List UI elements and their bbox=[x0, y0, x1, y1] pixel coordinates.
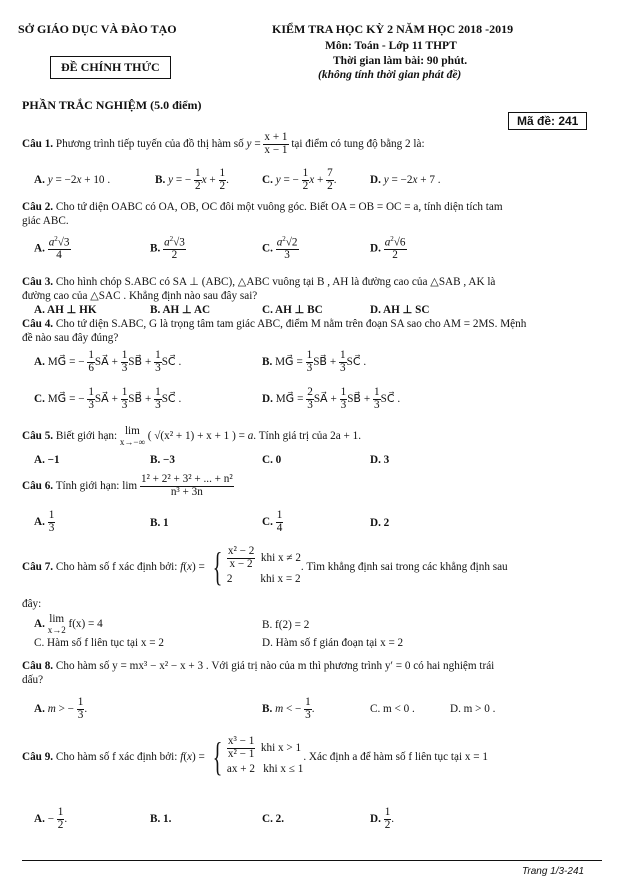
exam-title: KIỂM TRA HỌC KỲ 2 NĂM HỌC 2018 -2019 bbox=[272, 22, 514, 36]
page-number: Trang 1/3-241 bbox=[522, 866, 585, 877]
q3-option-d[interactable]: D. AH ⊥ SC bbox=[370, 304, 430, 316]
q1-option-c[interactable]: C. y = − $\frac{1}{2}$ x + $\frac{7}{2}$ . bbox=[262, 167, 337, 192]
option-letter: D. bbox=[262, 392, 273, 405]
q2-option-d[interactable]: D. $\frac{a^2√6}{2}$ bbox=[370, 235, 406, 262]
section-title: PHẦN TRẮC NGHIỆM (5.0 điểm) bbox=[22, 98, 202, 112]
q2-option-c[interactable]: C. $\frac{a^2√2}{3}$ bbox=[262, 235, 298, 262]
question-text: Cho hàm số f xác định bởi: bbox=[55, 560, 178, 573]
question-7: Câu 7. Cho hàm số f xác định bởi: f(x) = { $\frac{\text{x² − 2}}{x - 2}$ khi x ≠ 2 2 khi x = 2. Tìm khẳng định sai trong các khẳng định sau bbox=[22, 544, 508, 590]
q8-option-b[interactable]: B. m < − $\frac{1}{3}$ . bbox=[262, 696, 315, 721]
q9-option-c[interactable]: C. 2. bbox=[262, 813, 285, 825]
footer-divider bbox=[22, 860, 602, 861]
q5-option-d[interactable]: D. 3 bbox=[370, 454, 390, 466]
question-8-cont: dấu? bbox=[22, 674, 44, 686]
q4-option-a[interactable]: A. MG⃗ = − $\frac{1}{6}$ SA⃗ + $\frac{1}{3}$ SB⃗ + $\frac{1}{3}$ SC⃗ . bbox=[34, 349, 182, 374]
option-letter: D. bbox=[370, 812, 381, 825]
question-3 bbox=[22, 275, 495, 288]
option-letter: B. bbox=[262, 702, 273, 715]
q9-option-a[interactable]: A. − $\frac{1}{2}$ . bbox=[34, 806, 68, 831]
option-letter: A. bbox=[34, 702, 45, 715]
option-letter: D. bbox=[370, 242, 381, 255]
question-text: . Xác định a để hàm số f liên tục tại x = 1 bbox=[303, 750, 488, 763]
question-label: Câu 7. bbox=[22, 560, 54, 573]
question-label: Câu 2. bbox=[22, 201, 54, 213]
question-label: Câu 6. bbox=[22, 479, 54, 492]
question-text: . Tìm khẳng định sai trong các khẳng định sau bbox=[300, 560, 508, 573]
question-1: Câu 1. Phương trình tiếp tuyến của đồ thị hàm số y = $\frac{x + 1}{x - 1}$ tại điểm có tung độ bằng 2 là: bbox=[22, 131, 425, 156]
q5-option-a[interactable]: A. −1 bbox=[34, 454, 60, 466]
q3-option-b[interactable]: B. AH ⊥ AC bbox=[150, 304, 211, 316]
question-text: Cho hàm số f xác định bởi: bbox=[55, 750, 178, 763]
question-text: tại điểm có tung độ bằng 2 là: bbox=[291, 137, 425, 150]
q4-option-c[interactable]: C. MG⃗ = − $\frac{1}{3}$ SA⃗ + $\frac{1}{3}$ SB⃗ + $\frac{1}{3}$ SC⃗ . bbox=[34, 386, 182, 411]
q9-option-b[interactable]: B. 1. bbox=[150, 813, 172, 825]
q6-option-c[interactable]: C. $\frac{1}{4}$ bbox=[262, 509, 283, 534]
q1-option-b[interactable]: B. y = − $\frac{1}{2}$ x + $\frac{1}{2}$ . bbox=[155, 167, 229, 192]
question-label: Câu 9. bbox=[22, 750, 54, 763]
option-letter: D. bbox=[370, 174, 381, 186]
q8-option-c[interactable]: C. m < 0 . bbox=[370, 703, 415, 715]
q3-option-a[interactable]: A. AH ⊥ HK bbox=[34, 304, 97, 316]
q1-option-a[interactable]: A. y = −2x + 10 . bbox=[34, 174, 111, 186]
question-text: Biết giới hạn: bbox=[55, 430, 118, 443]
q8-option-d[interactable]: D. m > 0 . bbox=[450, 703, 496, 715]
option-letter: B. bbox=[155, 173, 166, 186]
subject: Môn: Toán - Lớp 11 THPT bbox=[325, 40, 457, 52]
option-letter: C. bbox=[262, 173, 273, 186]
option-letter: A. bbox=[34, 242, 45, 255]
question-label: Câu 5. bbox=[22, 430, 54, 443]
q6-option-b[interactable]: B. 1 bbox=[150, 517, 169, 529]
question-2-cont: giác ABC. bbox=[22, 215, 69, 227]
option-letter: C. bbox=[262, 515, 273, 528]
question-text: Cho hàm số y = mx³ − x² − x + 3 . Với giá trị nào của m thì phương trình y′ = 0 có hai nghiệm trái bbox=[55, 660, 495, 672]
question-text: Tính giới hạn: bbox=[55, 479, 120, 492]
q5-option-b[interactable]: B. −3 bbox=[150, 454, 176, 466]
option-letter: B. bbox=[150, 242, 161, 255]
question-text: Cho tứ diện S.ABC, G là trọng tâm tam giác ABC, điểm M nằm trên đoạn SA sao cho AM = 2MS. Mệnh bbox=[55, 318, 527, 330]
question-6: Câu 6. Tính giới hạn: lim $\frac{\text{1² + 2² + 3² + ... + n²}}{\text{n³ + 3n}}$ bbox=[22, 473, 233, 498]
q2-option-b[interactable]: B. $\frac{a^2√3}{2}$ bbox=[150, 235, 185, 262]
question-label: Câu 3. bbox=[22, 276, 54, 288]
q7-option-d[interactable]: D. Hàm số f gián đoạn tại x = 2 bbox=[262, 637, 404, 649]
official-badge: ĐỀ CHÍNH THỨC bbox=[50, 56, 171, 79]
option-letter: A. bbox=[34, 174, 45, 186]
q1-option-d[interactable]: D. y = −2x + 7 . bbox=[370, 174, 441, 186]
q8-option-a[interactable]: A. m > − $\frac{1}{3}$ . bbox=[34, 696, 88, 721]
q7-option-a[interactable]: A. lim x→2 f(x) = 4 bbox=[34, 613, 103, 635]
time-limit: Thời gian làm bài: 90 phút. bbox=[333, 55, 468, 67]
q6-option-a[interactable]: A. $\frac{1}{3}$ bbox=[34, 509, 55, 534]
question-text: Phương trình tiếp tuyến của đồ thị hàm số bbox=[55, 137, 244, 150]
q2-option-a[interactable]: A. $\frac{a^2√3}{4}$ bbox=[34, 235, 70, 262]
q4-option-d[interactable]: D. MG⃗ = $\frac{2}{3}$ SA⃗ + $\frac{1}{3}$ SB⃗ + $\frac{1}{3}$ SC⃗ . bbox=[262, 386, 401, 411]
time-note: (không tính thời gian phát đề) bbox=[318, 69, 462, 81]
q7-option-b[interactable]: B. f(2) = 2 bbox=[262, 619, 310, 631]
option-letter: A. bbox=[34, 812, 45, 825]
q3-option-c[interactable]: C. AH ⊥ BC bbox=[262, 304, 323, 316]
option-letter: C. bbox=[34, 392, 45, 405]
q4-option-b[interactable]: B. MG⃗ = $\frac{1}{3}$ SB⃗ + $\frac{1}{3}$ SC⃗ . bbox=[262, 349, 367, 374]
question-label: Câu 1. bbox=[22, 137, 54, 150]
question-label: Câu 8. bbox=[22, 660, 54, 672]
option-letter: B. bbox=[262, 355, 273, 368]
question-4 bbox=[22, 318, 526, 330]
question-5: Câu 5. Biết giới hạn: lim x→−∞ ( √(x² + 1) + x + 1 ) = a. Tính giá trị của 2a + 1. bbox=[22, 425, 361, 447]
question-2 bbox=[22, 201, 503, 213]
option-letter: A. bbox=[34, 355, 45, 368]
q9-option-d[interactable]: D. $\frac{1}{2}$ . bbox=[370, 806, 395, 831]
department: SỞ GIÁO DỤC VÀ ĐÀO TẠO bbox=[18, 22, 177, 36]
question-4-cont: đề nào sau đây đúng? bbox=[22, 332, 119, 344]
question-3-cont: đường cao của △SAC . Khẳng định nào sau đây sai? bbox=[22, 290, 258, 302]
q7-option-c[interactable]: C. Hàm số f liên tục tại x = 2 bbox=[34, 637, 164, 649]
option-letter: A. bbox=[34, 618, 45, 631]
question-9: Câu 9. Cho hàm số f xác định bởi: f(x) = { $\frac{\text{x³ − 1}}{\text{x² − 1}}$ khi x > 1 ax + 2 khi x ≤ 1. Xác định a để hàm số f liên tục tại x = 1 bbox=[22, 734, 488, 780]
q5-option-c[interactable]: C. 0 bbox=[262, 454, 282, 466]
question-text: Cho tứ diện OABC có OA, OB, OC đôi một vuông góc. Biết OA = OB = OC = a, tính diện tích tam bbox=[55, 201, 503, 213]
question-7-cont: đây: bbox=[22, 598, 42, 610]
option-letter: C. bbox=[262, 242, 273, 255]
question-text: . Tính giá trị của 2a + 1. bbox=[253, 430, 361, 443]
exam-code: Mã đề: 241 bbox=[508, 112, 587, 130]
question-8 bbox=[22, 660, 494, 672]
q6-option-d[interactable]: D. 2 bbox=[370, 517, 390, 529]
question-label: Câu 4. bbox=[22, 318, 54, 330]
question-text: Cho hình chóp S.ABC có SA ⊥ (ABC), △ABC vuông tại B , AH là đường cao của △SAB , AK là bbox=[55, 276, 496, 288]
option-letter: A. bbox=[34, 515, 45, 528]
